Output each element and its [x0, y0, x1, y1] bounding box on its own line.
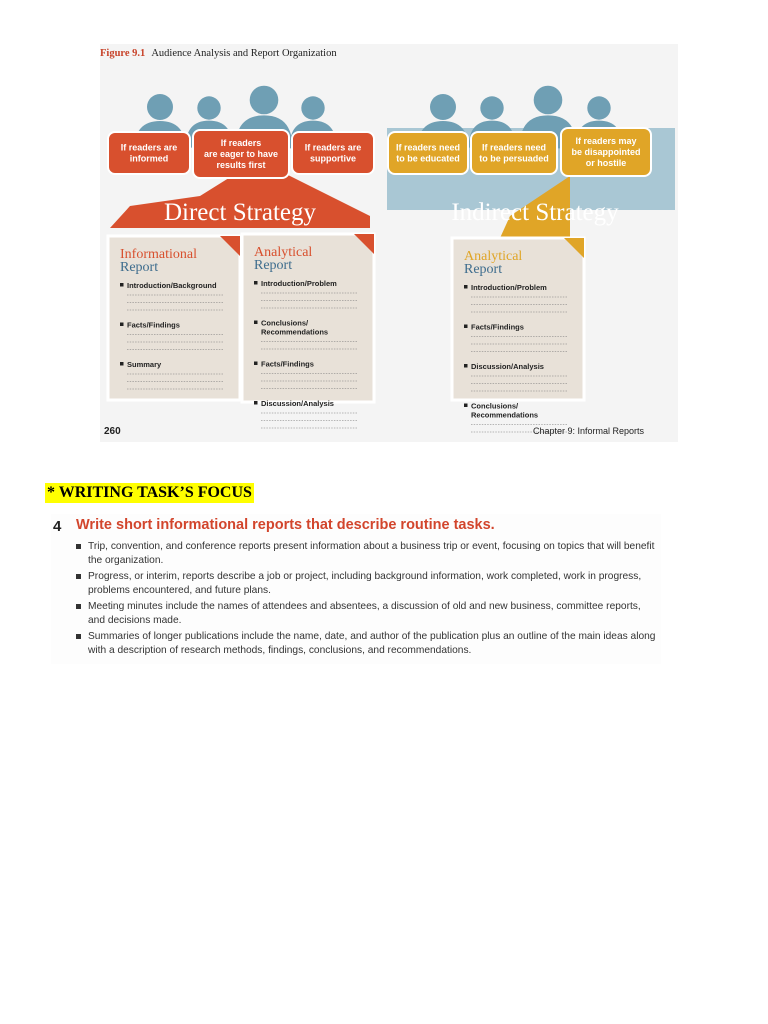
card-label: If readers	[220, 138, 262, 148]
bullet-item: Summaries of longer publications include the name, date, and author of the publication plus an outline of the main ideas along with a description of research methods, findings, conclusions, and recommendations.	[75, 630, 660, 658]
report-item-label: Recommendations	[471, 410, 539, 420]
informational-report	[108, 236, 240, 400]
bullet-square-icon	[76, 634, 81, 639]
report-item-label: Facts/Findings	[471, 322, 524, 332]
audience-analysis-diagram	[100, 76, 678, 420]
indirect-strategy-title: Indirect Strategy	[451, 199, 619, 226]
card-label: to be persuaded	[479, 153, 549, 164]
bullet-square-icon	[464, 285, 468, 289]
person-head	[250, 86, 279, 115]
card-label: results first	[216, 160, 266, 170]
direct-strategy-title: Direct Strategy	[163, 199, 317, 226]
bullet-square-icon	[120, 323, 124, 327]
report-subtitle: Report	[464, 262, 503, 277]
report-item-label: Summary	[127, 360, 162, 369]
indirect-card	[388, 132, 468, 174]
indirect-analytical-report	[452, 238, 584, 432]
direct-card	[108, 132, 190, 174]
report-title: Analytical	[254, 245, 313, 260]
bullet-square-icon	[120, 362, 124, 366]
person-head	[147, 94, 173, 120]
report-item-label: Introduction/Problem	[471, 283, 547, 292]
report-subtitle: Report	[120, 260, 159, 275]
person-head	[587, 96, 610, 119]
card-label: supportive	[309, 153, 357, 164]
card-label: If readers need	[395, 142, 461, 153]
card-label: are eager to have	[203, 149, 279, 159]
bullet-square-icon	[464, 325, 468, 329]
bullet-square-icon	[464, 404, 468, 408]
figure-9-1	[100, 44, 678, 442]
report-item-label: Facts/Findings	[261, 359, 314, 369]
bullet-item: Trip, convention, and conference reports present information about a business trip or event, focusing on topics that will benefit the organization.	[75, 540, 660, 568]
card-label: If readers may	[575, 136, 637, 146]
objective-number: 4	[53, 518, 62, 535]
bullet-square-icon	[76, 604, 81, 609]
report-title: Analytical	[464, 249, 523, 264]
person-head	[197, 96, 220, 119]
person-head	[534, 86, 563, 115]
page-number: 260	[104, 426, 121, 437]
bullet-square-icon	[254, 281, 258, 285]
report-item-label: Introduction/Problem	[261, 279, 337, 288]
direct-card	[193, 130, 289, 178]
report-item-label: Conclusions/	[471, 401, 519, 411]
person-head	[301, 96, 324, 119]
card-label: If readers are	[120, 142, 178, 153]
direct-card	[292, 132, 374, 174]
bullet-square-icon	[76, 574, 81, 579]
report-title: Informational	[120, 247, 197, 262]
figure-caption-text: Audience Analysis and Report Organization	[151, 48, 337, 59]
report-item-label: Discussion/Analysis	[261, 399, 334, 408]
report-item-label: Discussion/Analysis	[471, 362, 544, 371]
writing-task-focus-heading: * WRITING TASK’S FOCUS	[47, 484, 252, 501]
chapter-footer: Chapter 9: Informal Reports	[532, 426, 644, 436]
figure-caption	[100, 48, 337, 59]
indirect-card	[471, 132, 557, 174]
card-label: or hostile	[585, 158, 627, 168]
bullet-item: Meeting minutes include the names of attendees and absentees, a discussion of old and new business, committee reports, and decisions made.	[75, 600, 660, 628]
card-label: be disappointed	[571, 147, 641, 157]
report-subtitle: Report	[254, 258, 293, 273]
card-label: informed	[129, 153, 169, 164]
report-item-label: Conclusions/	[261, 318, 309, 328]
direct-analytical-report	[242, 234, 374, 428]
objective-bullets	[75, 540, 660, 660]
card-label: If readers need	[481, 142, 547, 153]
bullet-square-icon	[76, 544, 81, 549]
report-item-label: Introduction/Background	[127, 281, 217, 290]
card-label: If readers are	[304, 142, 362, 153]
bullet-square-icon	[254, 401, 258, 405]
person-head	[430, 94, 456, 120]
person-head	[480, 96, 503, 119]
report-item-label: Facts/Findings	[127, 320, 180, 330]
bullet-square-icon	[254, 362, 258, 366]
bullet-square-icon	[254, 321, 258, 325]
objective-title: Write short informational reports that describe routine tasks.	[76, 517, 495, 533]
bullet-item: Progress, or interim, reports describe a job or project, including background information, work completed, work in progress, problems encountered, and future plans.	[75, 570, 660, 598]
report-item-label: Recommendations	[261, 327, 329, 337]
figure-number: Figure 9.1	[100, 48, 146, 59]
indirect-card	[561, 128, 651, 176]
bullet-square-icon	[120, 283, 124, 287]
card-label: to be educated	[396, 153, 460, 164]
bullet-square-icon	[464, 364, 468, 368]
learning-objective-block	[51, 514, 661, 664]
